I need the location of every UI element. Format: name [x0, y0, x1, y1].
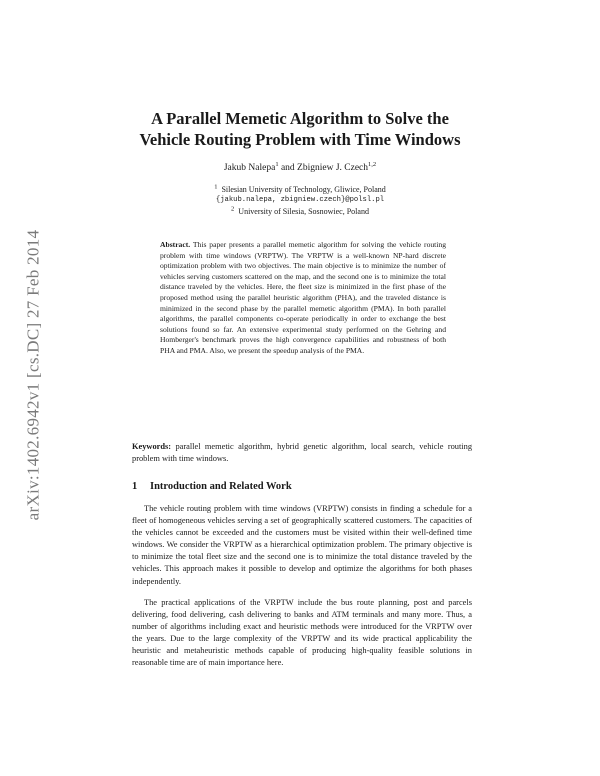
section-title: Introduction and Related Work	[150, 481, 292, 492]
section-number: 1	[132, 481, 138, 492]
author-name: Zbigniew J. Czech	[297, 163, 368, 173]
body-paragraph: The vehicle routing problem with time windows (VRPTW) consists in finding a schedule for a fleet of homogeneous vehicles serving a set of geographically scattered customers. The capacities of the vehicles cannot be exceeded and the customers must be visited within their well-defined time windows. We consider the VRPTW as a hierarchical optimization problem. The primary objective is to minimize the total fleet size and the second one is to minimize the total distance traveled by the vehicles. This approach makes it possible to develop and optimize the algorithms for both phases independently.	[132, 504, 472, 586]
author-emails: {jakub.nalepa, zbigniew.czech}@polsl.pl	[215, 196, 385, 204]
abstract-text: This paper presents a parallel memetic algorithm for solving the vehicle routing problem with time windows (VRPTW). The VRPTW is a well-known NP-hard discrete optimization problem with two objectives. The main objective is to minimize the number of vehicles serving customers scattered on the map, and the second one is to minimize the total distance traveled by the vehicles. Here, the fleet size is minimized in the first phase of the proposed method using the parallel heuristic algorithm (PHA), and the traveled distance is minimized in the second phase by the parallel memetic algorithm (PMA). In both parallel algorithms, the parallel components co-operate periodically in order to exchange the best solutions found so far. An extensive experimental study performed on the Gehring and Homberger's benchmark proves the high convergence capabilities and robustness of both PHA and PMA. Also, we present the speedup analysis of the PMA.	[160, 240, 446, 355]
abstract	[160, 240, 446, 357]
arxiv-identifier-text: arXiv:1402.6942v1 [cs.DC] 27 Feb 2014	[23, 229, 43, 521]
keywords-label: Keywords:	[132, 442, 172, 451]
title-line-1: A Parallel Memetic Algorithm to Solve the	[151, 109, 449, 128]
author-name: Jakub Nalepa	[223, 163, 276, 173]
body-paragraph: The practical applications of the VRPTW include the bus route planning, post and parcels delivering, food delivering, cash delivering to banks and ATM terminals and many more. Thus, a number of algorithms including exact and heuristic methods were introduced for the VRPTW over the years. Due to the large complexity of the VRPTW and its wide practical applicability the heuristic and metaheuristic methods capable of producing high-quality feasible solutions in reasonable time are of main importance here.	[132, 598, 472, 668]
author-affiliation-mark: 1	[275, 160, 279, 168]
affiliation-name: University of Silesia, Sosnowiec, Poland	[238, 207, 369, 216]
affiliation-mark: 1	[214, 183, 218, 191]
abstract-label: Abstract.	[160, 240, 191, 249]
keywords	[132, 441, 472, 465]
affiliation-1	[80, 184, 520, 195]
affiliations	[80, 184, 520, 217]
affiliation-name: Silesian University of Technology, Gliwice, Poland	[221, 185, 386, 194]
section-heading	[132, 481, 472, 492]
author-conjunction: and	[278, 163, 298, 173]
paper-title	[80, 108, 520, 150]
affiliation-mark: 2	[231, 205, 235, 213]
keywords-text: parallel memetic algorithm, hybrid genetic algorithm, local search, vehicle routing problem with time windows.	[132, 442, 473, 463]
affiliation-2	[80, 206, 520, 217]
author-list	[80, 160, 520, 173]
author-affiliation-mark: 1,2	[368, 160, 377, 168]
arxiv-identifier-stamp	[22, 210, 44, 540]
title-line-2: Vehicle Routing Problem with Time Windows	[139, 130, 461, 149]
